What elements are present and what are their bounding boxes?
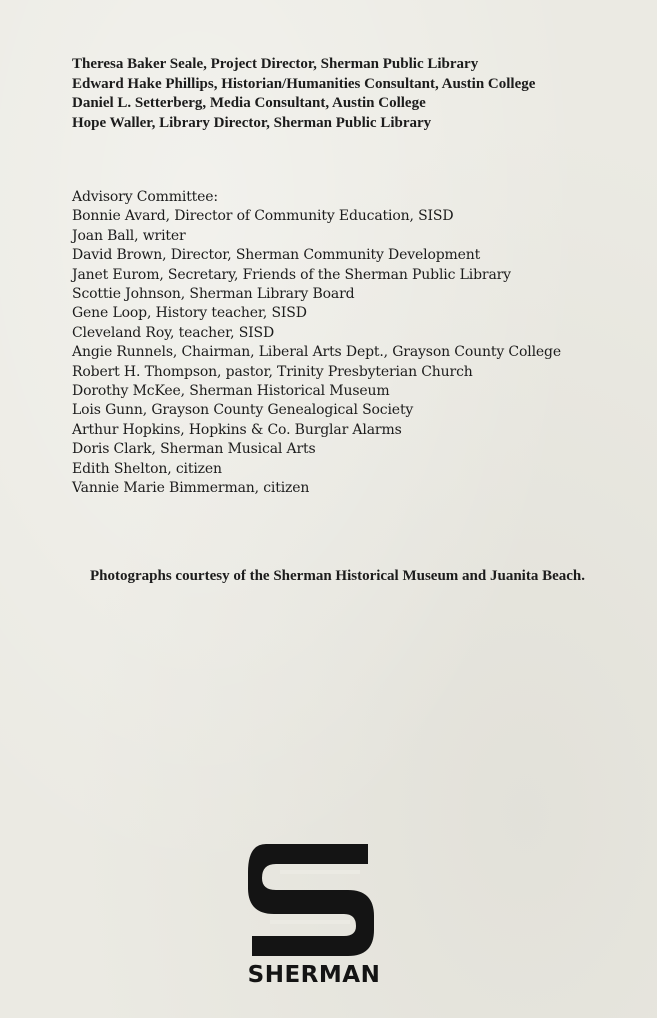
committee-member: Vannie Marie Bimmerman, citizen: [72, 480, 310, 497]
sherman-wordmark: SHERMAN: [247, 962, 381, 988]
committee-member: Janet Eurom, Secretary, Friends of the Sherman Public Library: [72, 266, 511, 283]
staff-member-project-director: Theresa Baker Seale, Project Director, Sherman Public Library: [72, 56, 479, 72]
staff-member-historian: Edward Hake Phillips, Historian/Humanities Consultant, Austin College: [72, 75, 536, 92]
committee-member: Gene Loop, History teacher, SISD: [72, 305, 307, 322]
committee-member: Doris Clark, Sherman Musical Arts: [72, 441, 316, 458]
advisory-committee: [72, 188, 592, 499]
staff-member-media-consultant: Daniel L. Setterberg, Media Consultant, Austin College: [72, 95, 426, 111]
committee-member: Bonnie Avard, Director of Community Education, SISD: [72, 208, 454, 225]
committee-member: Arthur Hopkins, Hopkins & Co. Burglar Alarms: [72, 421, 402, 438]
photo-credits: Photographs courtesy of the Sherman Historical Museum and Juanita Beach.: [90, 568, 585, 584]
committee-member: Dorothy McKee, Sherman Historical Museum: [72, 383, 390, 400]
committee-member: Angie Runnels, Chairman, Liberal Arts Dept., Grayson County College: [72, 344, 561, 361]
committee-member: Robert H. Thompson, pastor, Trinity Presbyterian Church: [72, 363, 473, 380]
committee-member: Cleveland Roy, teacher, SISD: [72, 324, 275, 341]
committee-member: Lois Gunn, Grayson County Genealogical Society: [72, 402, 414, 419]
staff-member-library-director: Hope Waller, Library Director, Sherman Public Library: [72, 114, 432, 131]
committee-member: Scottie Johnson, Sherman Library Board: [72, 286, 355, 303]
project-staff-list: [72, 55, 592, 133]
committee-member: David Brown, Director, Sherman Community Development: [72, 247, 481, 264]
committee-member: Edith Shelton, citizen: [72, 460, 222, 477]
advisory-committee-heading: Advisory Committee:: [72, 189, 218, 205]
committee-member: Joan Ball, writer: [72, 227, 186, 244]
